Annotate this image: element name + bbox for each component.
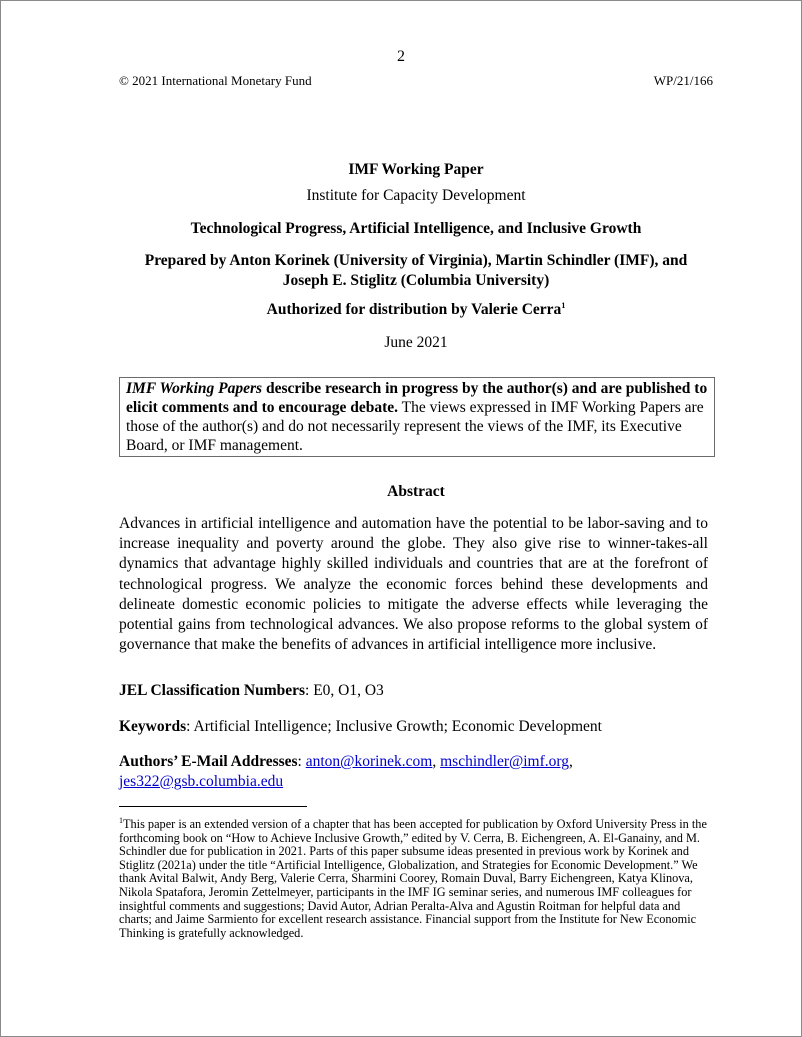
emails-comma-1: , [432,753,441,770]
disclaimer-plain-text: The views expressed in IMF Working Papers are those of the author(s) and do not necessarily represent the views of the IMF, its Executive Board, or IMF management. [126,399,704,454]
authors [119,251,713,291]
authorization-text: Authorized for distribution by Valerie Cerra [266,301,562,318]
department: Institute for Capacity Development [306,187,526,204]
jel-label: JEL Classification Numbers [119,682,306,699]
page-number: 2 [397,48,405,65]
disclaimer-bold-text: describe research in progress by the author(s) and are published to elicit comments and to encourage debate. [126,380,708,416]
footnote-divider [119,806,307,807]
series-title: IMF Working Paper [348,161,484,178]
keywords-value: : Artificial Intelligence; Inclusive Growth; Economic Development [186,718,602,735]
emails-separator: : [297,753,306,770]
footnote-1 [119,815,709,940]
paper-id: WP/21/166 [653,73,713,88]
email-link-korinek[interactable]: anton@korinek.com [305,753,433,770]
jel-value: : E0, O1, O3 [305,682,384,699]
keywords-label: Keywords [119,718,187,735]
footnote-1-marker: 1 [119,815,123,825]
emails-label: Authors’ E-Mail Addresses [119,753,298,770]
author-emails [119,752,719,792]
keywords [119,717,719,737]
email-link-schindler[interactable]: mschindler@imf.org [440,753,570,770]
disclaimer-italic-lead: IMF Working Papers [126,380,263,397]
authors-line-1: Prepared by Anton Korinek (University of Virginia), Martin Schindler (IMF), and [144,252,688,269]
authorization-line [119,300,713,320]
running-header [119,73,713,89]
footnote-marker: 1 [561,300,566,310]
jel-classification [119,681,719,701]
working-paper-disclaimer-box [119,377,715,457]
authors-line-2: Joseph E. Stiglitz (Columbia University) [282,272,550,289]
abstract-body: Advances in artificial intelligence and automation have the potential to be labor-saving and to increase inequality and poverty around the globe. They also give rise to winner-takes-all dynamics that advantage highly skilled individuals and countries that are at the forefront of technological progress. We analyze the economic forces behind these developments and delineate domestic economic policies to mitigate the adverse effects while leveraging the potential gains from technological advances. We also propose reforms to the global system of governance that make the benefits of advances in artificial intelligence more inclusive. [119,515,708,654]
footnote-1-text: This paper is an extended version of a chapter that has been accepted for publication by Oxford University Press in the forthcoming book on “How to Achieve Inclusive Growth,” edited by V. Cerra, B. Eichengreen, A. El-Ganainy, and M. Schindler due for publication in 2021. Parts of this paper subsume ideas presented in previous work by Korinek and Stiglitz (2021a) under the title “Artificial Intelligence, Globalization, and Strategies for Economic Development.” We thank Avital Balwit, Andy Berg, Valerie Cerra, Sharmini Coorey, Romain Duval, Barry Eichengreen, Katya Klinova, Nikola Spatafora, Jeromin Zettelmeyer, participants in the IMF IG seminar series, and numerous IMF colleagues for insightful comments and suggestions; David Autor, Adrian Peralta-Alva and Agustin Roitman for helpful data and charts; and Jaime Sarmiento for excellent research assistance. Financial support from the Institute for New Economic Thinking is gratefully acknowledged. [119,817,707,940]
abstract-heading: Abstract [387,483,445,500]
paper-title: Technological Progress, Artificial Intelligence, and Inclusive Growth [190,220,642,237]
email-link-stiglitz[interactable]: jes322@gsb.columbia.edu [119,773,284,790]
publication-date: June 2021 [384,334,448,351]
emails-comma-2: , [569,753,573,770]
copyright-notice: © 2021 International Monetary Fund [119,73,312,88]
